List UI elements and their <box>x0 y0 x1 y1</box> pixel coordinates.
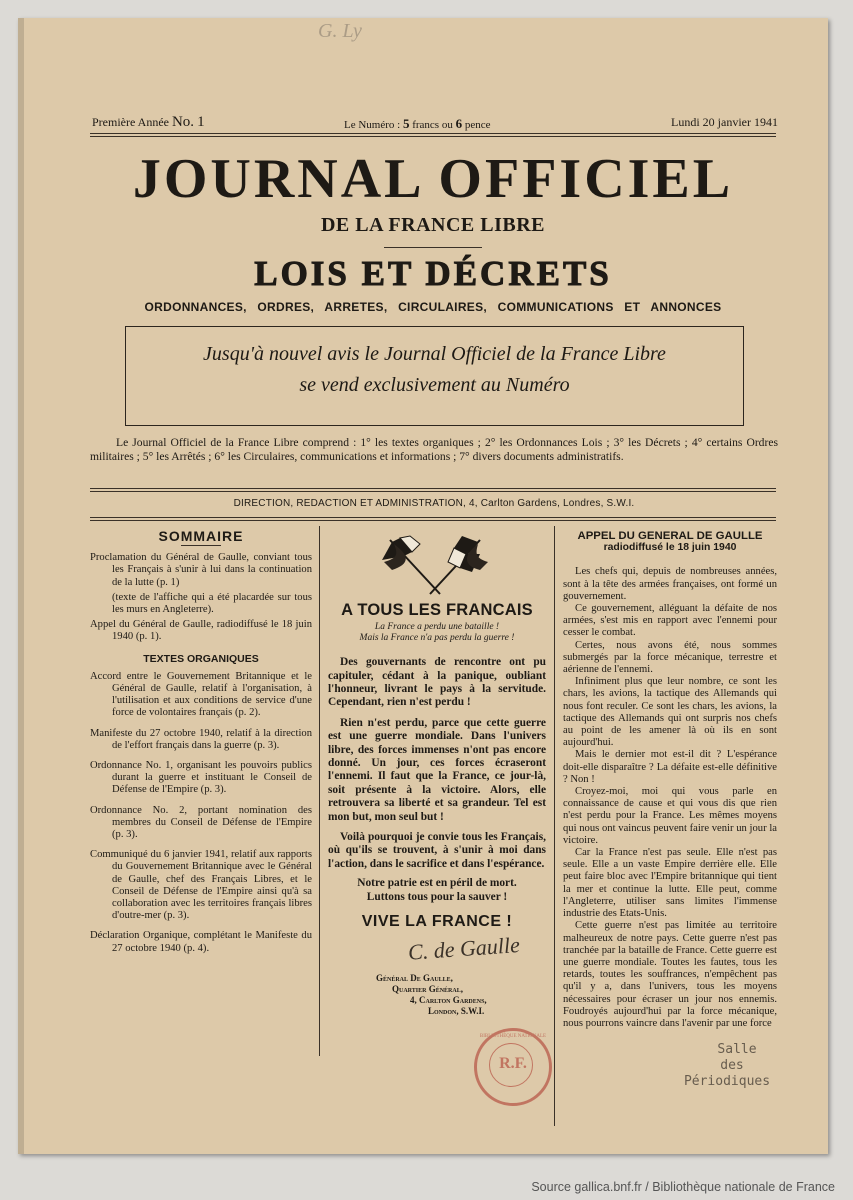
proclamation-sub-1: La France a perdu une bataille ! <box>374 622 500 633</box>
journal-subtitle: DE LA FRANCE LIBRE <box>320 214 546 236</box>
price-pence: 6 <box>455 116 463 131</box>
periodicals-stamp-line: Périodiques <box>683 1074 771 1089</box>
bnf-stamp-ring-text: BIBLIOTHÈQUE NATIONALE <box>479 1034 547 1039</box>
price-mid: francs ou <box>412 119 453 131</box>
price-francs: 5 <box>402 116 410 131</box>
periodicals-stamp-line: Salle <box>717 1042 757 1057</box>
signature-block <box>376 973 546 1017</box>
crossed-flags-icon <box>380 534 492 600</box>
appel-subtitle: radiodiffusé le 18 juin 1940 <box>603 542 737 554</box>
signature-line: 4, Carlton Gardens, <box>410 994 487 1005</box>
notice-line-1: Jusqu'à nouvel avis le Journal Officiel de la France Libre <box>203 343 666 365</box>
sommaire-item: Ordonnance No. 1, organisant les pouvoirs publics durant la guerre et instituant le Conseil de Défense de l'Empire (p. 3). <box>90 760 312 796</box>
newspaper-page <box>18 18 828 1154</box>
sommaire-item: Manifeste du 27 octobre 1940, relatif à la direction de l'effort français dans la guerre (p. 3). <box>90 727 312 751</box>
appel-paragraph: Infiniment plus que leur nombre, ce sont les chars, les avions, la tactique des Allemands qui nous font reculer. Ce sont les chars, les avions, la tactique des Allemands qui ont surpris nos chefs au point de les amener là où ils en sont aujourd'hui. <box>563 676 777 749</box>
appel-paragraph: Les chefs qui, depuis de nombreuses années, sont à la tête des armées françaises, ont formé un gouvernement. <box>563 566 777 602</box>
textes-organiques-heading: TEXTES ORGANIQUES <box>143 652 259 665</box>
rule-top <box>90 133 776 134</box>
appel-paragraph: Certes, nous avons été, nous sommes submergés par la force mécanique, terrestre et aérienne de l'ennemi. <box>563 639 777 676</box>
sommaire-item: Proclamation du Général de Gaulle, conviant tous les Français à s'unir à lui dans la continuation de la lutte (p. 1) <box>90 552 312 588</box>
price-info <box>344 116 490 132</box>
source-footer[interactable]: Source gallica.bnf.fr / Bibliothèque nationale de France <box>531 1180 835 1194</box>
signature-line: Général De Gaulle, <box>376 972 453 983</box>
closing-line-1: Notre patrie est en péril de mort. <box>357 877 517 890</box>
sommaire-item: Ordonnance No. 2, portant nomination des membres du Conseil de Défense de l'Empire (p. 3). <box>90 804 312 841</box>
lois-decrets: LOIS ET DÉCRETS <box>254 254 612 293</box>
rule-top-2 <box>90 136 776 137</box>
proclamation-sub-2: Mais la France n'a pas perdu la guerre ! <box>359 633 515 644</box>
rule-mid-2 <box>90 517 776 521</box>
appel-paragraph: Croyez-moi, moi qui vous parle en connaissance de cause et qui vous dis que rien n'est perdu pour la France. Les mêmes moyens qui nous ont vaincus peuvent faire venir un jour la victoire. <box>563 786 777 846</box>
flags-emblem <box>380 534 492 600</box>
title-divider <box>384 247 482 248</box>
sommaire-title: SOMMAIRE <box>158 528 244 544</box>
proclamation-paragraph: Rien n'est perdu, parce que cette guerre est une guerre mondiale. Dans l'univers libre, des forces immenses n'ont pas encore donné. Un jour, ces forces écraseront l'ennemi. Il faut que la France, ce jour-là, soit présente à la victoire. Alors, elle retrouvera sa liberté et sa grandeur. Tel est mon but, mon seul but ! <box>328 716 546 823</box>
sommaire-divider <box>181 545 221 546</box>
periodicals-stamp-line: des <box>720 1058 744 1073</box>
appel-paragraph: Mais le dernier mot est-il dit ? L'espérance doit-elle disparaître ? La défaite est-elle définitive ? Non ! <box>563 749 777 785</box>
issue-label: No. <box>171 114 195 130</box>
sommaire-note: (texte de l'affiche qui a été placardée sur tous les murs en Angleterre). <box>112 591 312 616</box>
column-rule-left <box>319 526 320 1056</box>
sommaire-item: Déclaration Organique, complétant le Manifeste du 27 octobre 1940 (p. 4). <box>90 930 312 954</box>
bnf-stamp-text: R.F. <box>499 1055 527 1072</box>
categories: ORDONNANCES, ORDRES, ARRETES, CIRCULAIRES, COMMUNICATIONS ET ANNONCES <box>144 300 722 314</box>
column-rule-right <box>554 526 555 1126</box>
appel-paragraph: Cette guerre n'est pas limitée au territoire malheureux de notre pays. Cette guerre n'est pas tranchée par la bataille de France. Cette guerre est une guerre mondiale. Toutes les fautes, tous les retards, toutes les souffrances, n'empêchent pas qu'il y a, dans l'univers, tous les moyens nécessaires pour écraser un jour nos ennemis. Foudroyés aujourd'hui par la force mécanique, nous pourrons vaincre dans l'avenir par une force <box>563 920 777 1029</box>
year-label: Première Année <box>92 115 169 129</box>
rule-mid <box>90 488 776 492</box>
issue-date: Lundi 20 janvier 1941 <box>671 115 778 129</box>
journal-title: JOURNAL OFFICIEL <box>132 148 734 210</box>
sommaire-column <box>90 530 312 958</box>
vive-la-france: VIVE LA FRANCE ! <box>361 913 513 931</box>
sommaire-item: Appel du Général de Gaulle, radiodiffusé le 18 juin 1940 (p. 1). <box>90 619 312 643</box>
appel-column <box>563 530 777 1030</box>
issue-number: 1 <box>197 114 205 130</box>
price-suffix: pence <box>464 119 491 131</box>
sommaire-item: Accord entre le Gouvernement Britannique et le Général de Gaulle, relatif à l'organisation, à l'utilisation et aux conditions de service d'une force de volontaires français (p. 2). <box>90 670 312 719</box>
signature: C. de Gaulle <box>407 932 521 966</box>
sommaire-item: Communiqué du 6 janvier 1941, relatif aux rapports du Gouvernement Britannique avec le Général de Gaulle, chef des Français Libres, et le Conseil de Défense de l'Empire ainsi qu'à sa collaboration avec les territoires français libres d'outre-mer (p. 3). <box>90 849 312 922</box>
handwritten-mark: G. Ly <box>318 20 362 42</box>
direction-line: DIRECTION, REDACTION ET ADMINISTRATION, 4, Carlton Gardens, Londres, S.W.I. <box>233 498 635 509</box>
notice-box <box>125 326 744 426</box>
appel-paragraph: Ce gouvernement, alléguant la défaite de nos armées, s'est mis en rapport avec l'ennemi pour cesser le combat. <box>563 603 777 639</box>
signature-line: Quartier Général, <box>392 983 463 994</box>
proclamation-paragraph: Voilà pourquoi je convie tous les Français, où qu'ils se trouvent, à s'unir à moi dans l'action, dans le sacrifice et dans l'espérance. <box>328 831 546 870</box>
price-prefix: Le Numéro : <box>344 119 401 131</box>
proclamation-paragraph: Des gouvernants de rencontre ont pu capituler, cédant à la panique, oubliant l'honneur, livrant le pays à la servitude. Cependant, rien n'est perdu ! <box>328 656 546 709</box>
proclamation-column <box>328 601 546 1017</box>
signature-line: London, S.W.I. <box>428 1005 485 1016</box>
periodicals-stamp <box>672 1042 782 1090</box>
appel-title: APPEL DU GENERAL DE GAULLE <box>577 530 763 542</box>
appel-paragraph: Car la France n'est pas seule. Elle n'est pas seule. Elle a un vaste Empire derrière elle. Elle peut faire bloc avec l'Empire britannique qui tient la mer et continue la lutte. Elle peut, comme l'Angleterre, utiliser sans limites l'immense industrie des Etats-Unis. <box>563 847 777 920</box>
closing-line-2: Luttons tous pour la sauver ! <box>366 890 508 903</box>
contents-blurb: Le Journal Officiel de la France Libre comprend : 1° les textes organiques ; 2° les Ordonnances Lois ; 3° les Décrets ; 4° certains Ordres militaires ; 5° les Arrêtés ; 6° les Circulaires, communications et informations ; 7° divers documents administratifs. <box>90 436 778 463</box>
notice-line-2: se vend exclusivement au Numéro <box>299 374 570 396</box>
issue-info <box>92 114 205 131</box>
page-edge <box>18 18 24 1154</box>
bnf-stamp <box>474 1028 552 1106</box>
proclamation-title: A TOUS LES FRANCAIS <box>341 601 533 619</box>
